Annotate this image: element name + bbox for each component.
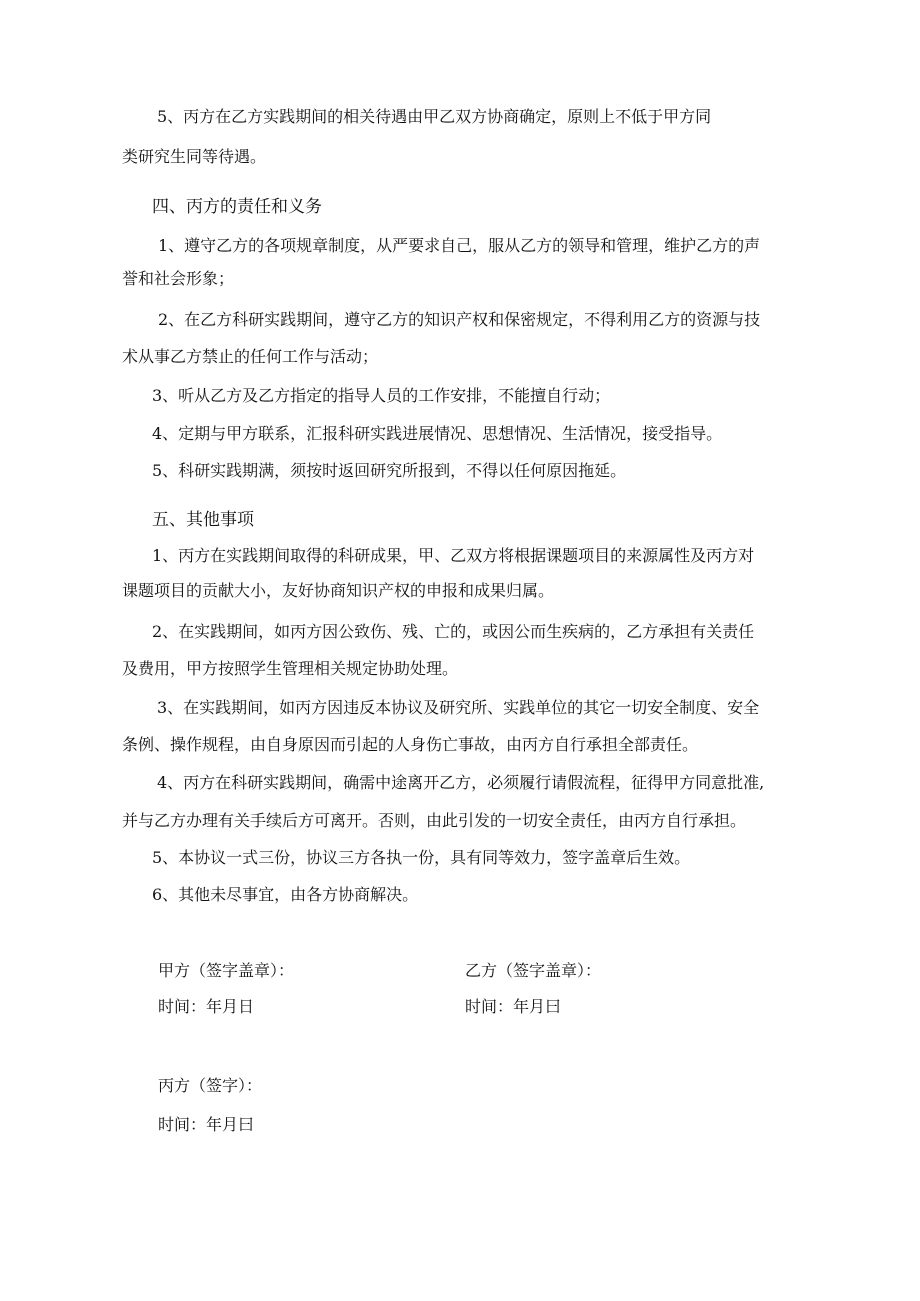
- paragraph-5-2-line-1: 2、在实践期间，如丙方因公致伤、残、亡的，或因公而生疾病的，乙方承担有关责任: [152, 622, 755, 641]
- section-4-heading: 四、丙方的责任和义务: [152, 197, 322, 217]
- paragraph-5-1-line-2: 课题项目的贡献大小，友好协商知识产权的申报和成果归属。: [122, 581, 555, 600]
- paragraph-5-3-line-1: 3、在实践期间，如丙方因违反本协议及研究所、实践单位的其它一切安全制度、安全: [157, 698, 760, 717]
- paragraph-5-4-line-2: 并与乙方办理有关手续后方可离开。否则，由此引发的一切安全责任，由丙方自行承担。: [122, 811, 747, 830]
- party-b-signature-label: 乙方（签字盖章）：: [465, 961, 602, 980]
- paragraph-4-2-line-1: 2、在乙方科研实践期间，遵守乙方的知识产权和保密规定，不得利用乙方的资源与技: [158, 310, 761, 329]
- paragraph-5-6: 6、其他未尽事宜，由各方协商解决。: [152, 885, 419, 904]
- paragraph-5-1-line-1: 1、丙方在实践期间取得的科研成果，甲、乙双方将根据课题项目的来源属性及丙方对: [152, 546, 755, 565]
- paragraph-5-5: 5、本协议一式三份，协议三方各执一份，具有同等效力，签字盖章后生效。: [152, 848, 691, 867]
- paragraph-4-2-line-2: 术从事乙方禁止的任何工作与活动；: [122, 347, 379, 366]
- paragraph-4-4: 4、定期与甲方联系，汇报科研实践进展情况、思想情况、生活情况，接受指导。: [152, 424, 723, 443]
- party-c-signature-label: 丙方（签字）：: [158, 1076, 263, 1095]
- party-a-time: 时间：年月日: [158, 997, 255, 1016]
- paragraph-4-3: 3、听从乙方及乙方指定的指导人员的工作安排，不能擅自行动；: [152, 386, 611, 405]
- paragraph-5-4-line-1: 4、丙方在科研实践期间，确需中途离开乙方，必须履行请假流程，征得甲方同意批准,: [157, 773, 765, 792]
- paragraph-3-5-line-2: 类研究生同等待遇。: [122, 147, 267, 166]
- paragraph-5-2-line-2: 及费用，甲方按照学生管理相关规定协助处理。: [122, 659, 459, 678]
- paragraph-4-1-line-2: 誉和社会形象；: [122, 269, 235, 288]
- paragraph-3-5-line-1: 5、丙方在乙方实践期间的相关待遇由甲乙双方协商确定，原则上不低于甲方同: [157, 107, 712, 126]
- party-c-time: 时间：年月曰: [158, 1115, 255, 1134]
- section-5-heading: 五、其他事项: [152, 510, 254, 530]
- paragraph-4-5: 5、科研实践期满，须按时返回研究所报到，不得以任何原因拖延。: [152, 461, 627, 480]
- paragraph-4-1-line-1: 1、遵守乙方的各项规章制度，从严要求自己，服从乙方的领导和管理，维护乙方的声: [158, 236, 761, 255]
- paragraph-5-3-line-2: 条例、操作规程，由自身原因而引起的人身伤亡事故，由丙方自行承担全部责任。: [122, 735, 699, 754]
- party-a-signature-label: 甲方（签字盖章）：: [158, 961, 295, 980]
- party-b-time: 时间：年月曰: [465, 997, 562, 1016]
